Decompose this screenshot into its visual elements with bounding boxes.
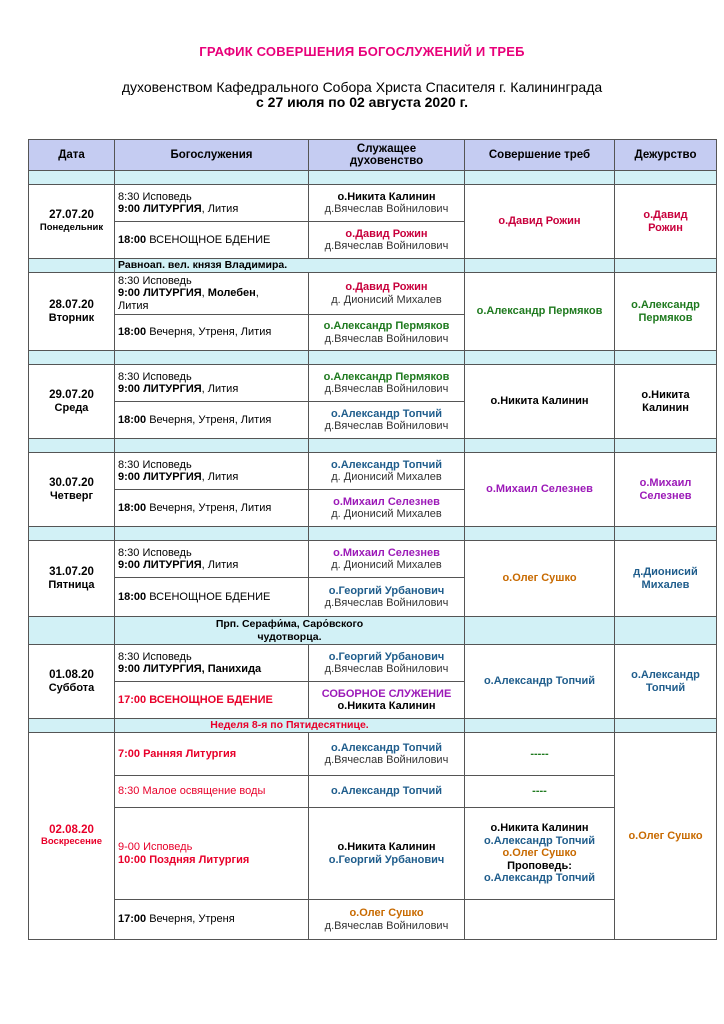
date-cell: 30.07.20 Четверг xyxy=(29,453,115,527)
feast-note: Равноап. вел. князя Владимира. xyxy=(115,259,465,273)
schedule-table xyxy=(28,139,717,940)
clergy-cell: СОБОРНОЕ СЛУЖЕНИЕ о.Никита Калинин xyxy=(309,682,465,719)
duty-cell: о.Александр Пермяков xyxy=(615,273,717,351)
table-row xyxy=(29,365,717,402)
rites-cell: о.Александр Топчий xyxy=(465,645,615,719)
service-cell: 8:30 Исповедь 9:00 ЛИТУРГИЯ, Лития xyxy=(115,541,309,578)
date-cell: 01.08.20 Суббота xyxy=(29,645,115,719)
feast-note: Неделя 8-я по Пятидесятнице. xyxy=(115,719,465,733)
rites-cell: ---- xyxy=(465,776,615,808)
rites-cell xyxy=(465,900,615,940)
table-header-row xyxy=(29,140,717,171)
clergy-cell: о.Александр Топчий д.Вячеслав Войнилович xyxy=(309,402,465,439)
page-title: ГРАФИК СОВЕРШЕНИЯ БОГОСЛУЖЕНИЙ И ТРЕБ xyxy=(199,44,525,59)
service-cell: 8:30 Исповедь 9:00 ЛИТУРГИЯ, Лития xyxy=(115,185,309,222)
page-period: с 27 июля по 02 августа 2020 г. xyxy=(256,94,468,110)
date-cell: 28.07.20 Вторник xyxy=(29,273,115,351)
clergy-cell: о.Александр Пермяков д.Вячеслав Войнилович xyxy=(309,315,465,351)
separator-row xyxy=(29,351,717,365)
table-row xyxy=(29,645,717,682)
duty-cell: д.Дионисий Михалев xyxy=(615,541,717,617)
clergy-cell: о.Александр Пермяков д.Вячеслав Войнилович xyxy=(309,365,465,402)
separator-row xyxy=(29,527,717,541)
rites-cell: о.Александр Пермяков xyxy=(465,273,615,351)
duty-cell: о.Давид Рожин xyxy=(615,185,717,259)
feast-note: Прп. Серафи́ма, Саро́вского чудотворца. xyxy=(115,617,465,645)
date-cell: 02.08.20 Воскресение xyxy=(29,733,115,940)
col-header-services: Богослужения xyxy=(115,140,309,171)
table-row xyxy=(29,808,717,900)
service-cell: 9-00 Исповедь 10:00 Поздняя Литургия xyxy=(115,808,309,900)
clergy-cell: о.Александр Топчий д.Вячеслав Войнилович xyxy=(309,733,465,776)
separator-row xyxy=(29,171,717,185)
table-row xyxy=(29,733,717,776)
clergy-cell: о.Никита Калинин о.Георгий Урбанович xyxy=(309,808,465,900)
col-header-clergy: Служащее духовенство xyxy=(309,140,465,171)
clergy-cell: о.Олег Сушко д.Вячеслав Войнилович xyxy=(309,900,465,940)
table-row xyxy=(29,273,717,315)
service-cell: 18:00 Вечерня, Утреня, Лития xyxy=(115,315,309,351)
clergy-cell: о.Александр Топчий xyxy=(309,776,465,808)
clergy-cell: о.Александр Топчий д. Дионисий Михалев xyxy=(309,453,465,490)
table-row xyxy=(29,453,717,490)
rites-cell: о.Давид Рожин xyxy=(465,185,615,259)
service-cell: 7:00 Ранняя Литургия xyxy=(115,733,309,776)
col-header-date: Дата xyxy=(29,140,115,171)
service-cell: 17:00 ВСЕНОЩНОЕ БДЕНИЕ xyxy=(115,682,309,719)
col-header-duty: Дежурство xyxy=(615,140,717,171)
feast-row xyxy=(29,259,717,273)
service-cell: 8:30 Исповедь 9:00 ЛИТУРГИЯ, Молебен, Лития xyxy=(115,273,309,315)
separator-row xyxy=(29,439,717,453)
service-cell: 8:30 Исповедь 9:00 ЛИТУРГИЯ, Лития xyxy=(115,453,309,490)
service-cell: 18:00 ВСЕНОЩНОЕ БДЕНИЕ xyxy=(115,222,309,259)
service-cell: 18:00 ВСЕНОЩНОЕ БДЕНИЕ xyxy=(115,578,309,617)
col-header-rites: Совершение треб xyxy=(465,140,615,171)
duty-cell: о.Михаил Селезнев xyxy=(615,453,717,527)
date-cell: 27.07.20 Понедельник xyxy=(29,185,115,259)
feast-row xyxy=(29,719,717,733)
clergy-cell: о.Георгий Урбанович д.Вячеслав Войнилович xyxy=(309,578,465,617)
clergy-cell: о.Давид Рожин д. Дионисий Михалев xyxy=(309,273,465,315)
date-cell: 31.07.20 Пятница xyxy=(29,541,115,617)
clergy-cell: о.Михаил Селезнев д. Дионисий Михалев xyxy=(309,541,465,578)
rites-cell: о.Никита Калинин о.Александр Топчий о.Олег Сушко Проповедь: о.Александр Топчий xyxy=(465,808,615,900)
rites-cell: о.Никита Калинин xyxy=(465,365,615,439)
duty-cell: о.Никита Калинин xyxy=(615,365,717,439)
rites-cell: о.Михаил Селезнев xyxy=(465,453,615,527)
page-subtitle: духовенством Кафедрального Собора Христа Спасителя г. Калининграда xyxy=(121,79,603,95)
duty-cell: о.Александр Топчий xyxy=(615,645,717,719)
rites-cell: ----- xyxy=(465,733,615,776)
service-cell: 17:00 Вечерня, Утреня xyxy=(115,900,309,940)
service-cell: 8:30 Малое освящение воды xyxy=(115,776,309,808)
date-cell: 29.07.20 Среда xyxy=(29,365,115,439)
duty-cell: о.Олег Сушко xyxy=(615,733,717,940)
feast-row xyxy=(29,617,717,645)
table-row xyxy=(29,541,717,578)
table-row xyxy=(29,185,717,222)
clergy-cell: о.Георгий Урбанович д.Вячеслав Войнилович xyxy=(309,645,465,682)
clergy-cell: о.Никита Калинин д.Вячеслав Войнилович xyxy=(309,185,465,222)
service-cell: 18:00 Вечерня, Утреня, Лития xyxy=(115,402,309,439)
table-row xyxy=(29,776,717,808)
table-row xyxy=(29,900,717,940)
service-cell: 18:00 Вечерня, Утреня, Лития xyxy=(115,490,309,527)
clergy-cell: о.Михаил Селезнев д. Дионисий Михалев xyxy=(309,490,465,527)
service-cell: 8:30 Исповедь 9:00 ЛИТУРГИЯ, Лития xyxy=(115,365,309,402)
rites-cell: о.Олег Сушко xyxy=(465,541,615,617)
clergy-cell: о.Давид Рожин д.Вячеслав Войнилович xyxy=(309,222,465,259)
service-cell: 8:30 Исповедь 9:00 ЛИТУРГИЯ, Панихида xyxy=(115,645,309,682)
